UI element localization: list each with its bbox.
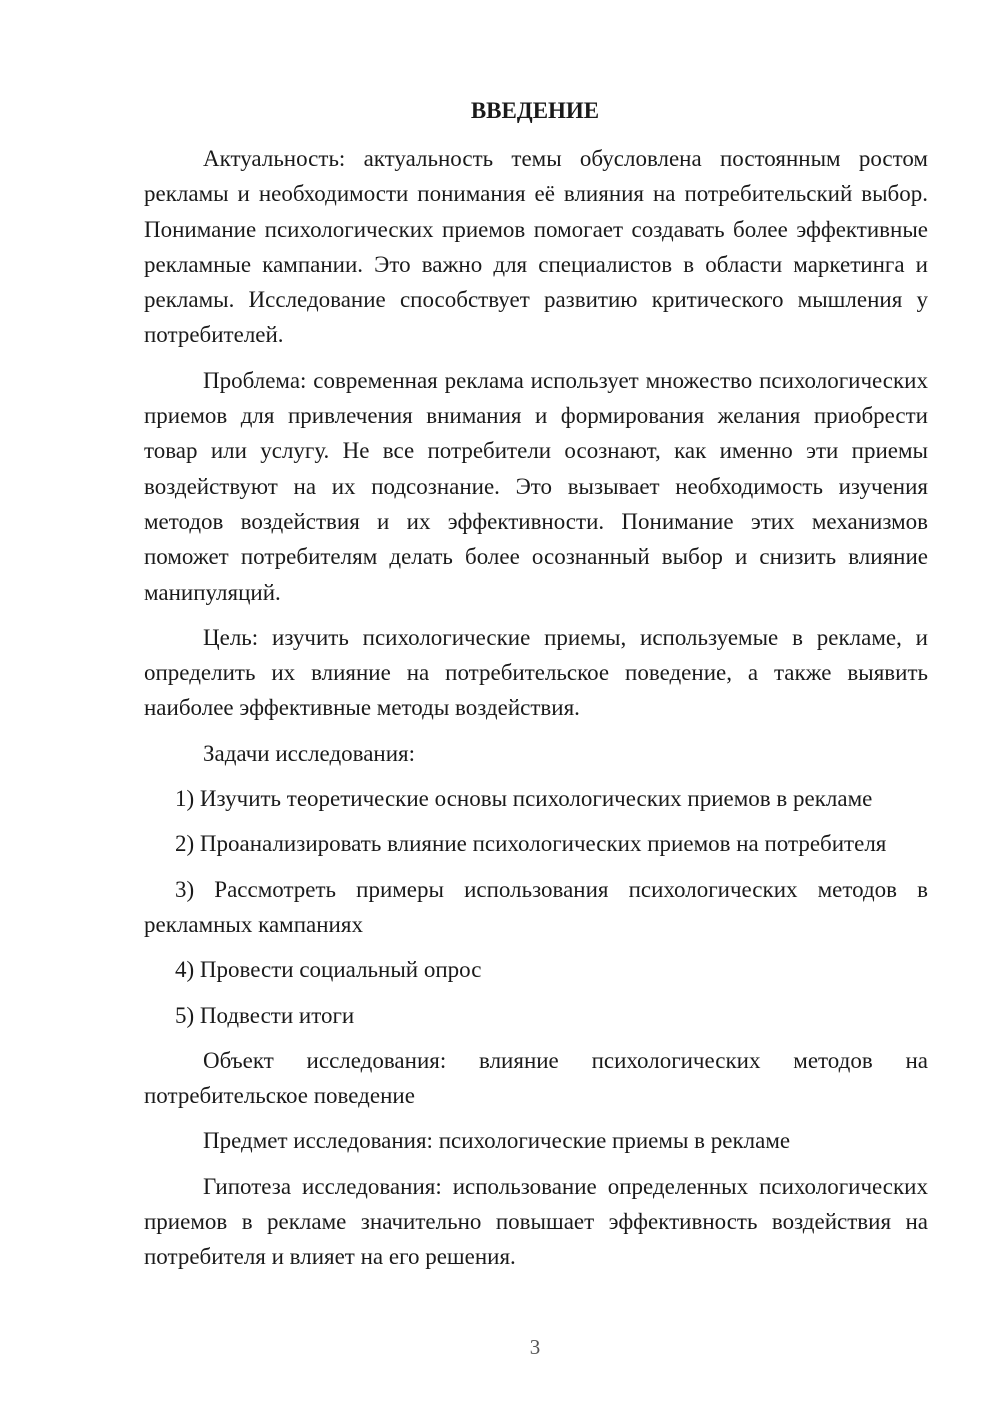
paragraph-problem: Проблема: современная реклама использует множество психологических приемов для привлечения внимания и формирования желания приобрести товар или услугу. Не все потребители осознают, как именно эти приемы воздействуют на их подсознание. Это вызывает необходимость изучения методов воздействия и их эффективности. Понимание этих механизмов поможет потребителям делать более осознанный выбор и снизить влияние манипуляций.: [144, 367, 928, 605]
paragraph-relevance: Актуальность: актуальность темы обусловлена постоянным ростом рекламы и необходимости понимания её влияния на потребительский выбор. Понимание психологических приемов помогает создавать более эффективные рекламные кампании. Это важно для специалистов в области маркетинга и рекламы. Исследование способствует развитию критического мышления у потребителей.: [144, 146, 928, 348]
task-item: 5) Подвести итоги: [175, 1002, 355, 1028]
page-number: 3: [529, 1335, 541, 1359]
body-text: [144, 141, 928, 1285]
paragraph-goal: Цель: изучить психологические приемы, используемые в рекламе, и определить их влияние на потребительское поведение, а также выявить наиболее эффективные методы воздействия.: [144, 624, 928, 721]
paragraph-hypothesis: Гипотеза исследования: использование определенных психологических приемов в рекламе значительно повышает эффективность воздействия на потребителя и влияет на его решения.: [144, 1173, 928, 1270]
task-item: 2) Проанализировать влияние психологических приемов на потребителя: [175, 831, 887, 857]
task-item: 1) Изучить теоретические основы психологических приемов в рекламе: [175, 786, 873, 812]
paragraph-subject: Предмет исследования: психологические приемы в рекламе: [203, 1128, 791, 1154]
task-item: 3) Рассмотреть примеры использования психологических методов в рекламных кампаниях: [144, 876, 928, 937]
paragraph-object: Объект исследования: влияние психологических методов на потребительское поведение: [144, 1047, 928, 1109]
task-item: 4) Провести социальный опрос: [175, 957, 482, 983]
paragraph-tasks-heading: Задачи исследования:: [203, 740, 416, 766]
section-title: ВВЕДЕНИЕ: [470, 98, 600, 123]
